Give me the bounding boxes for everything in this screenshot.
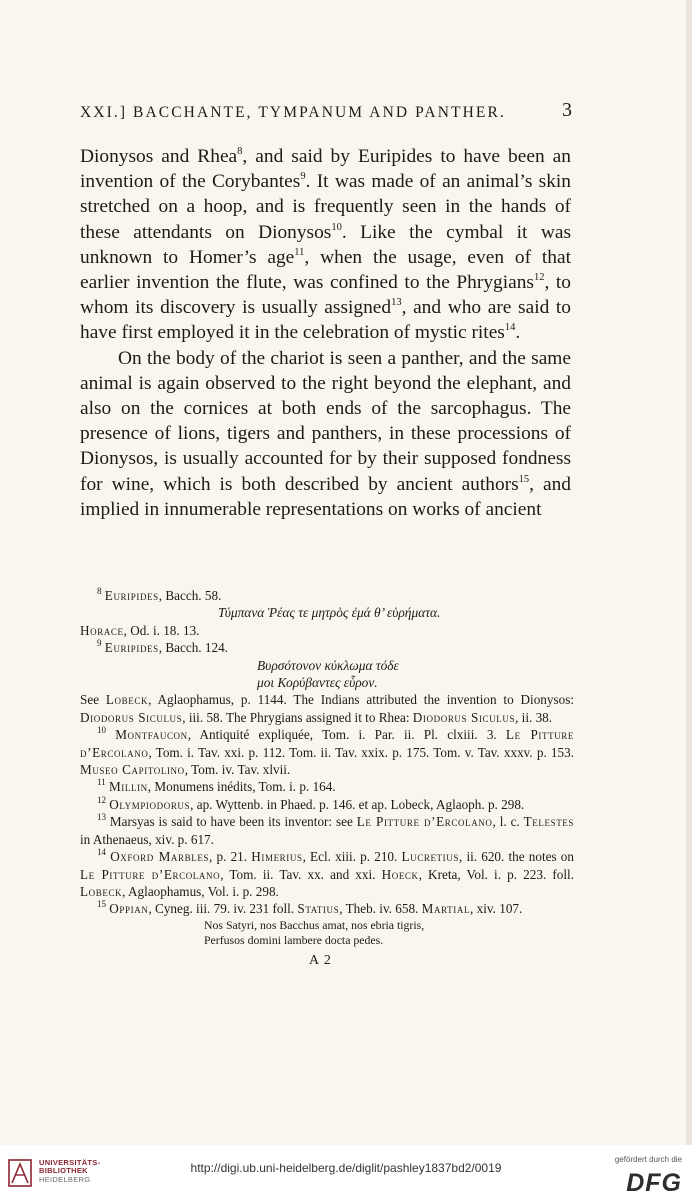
permalink-url[interactable]: http://digi.ub.uni-heidelberg.de/diglit/pashley1837bd2/0019 [190, 1161, 502, 1175]
footnote-9-continuation: See Lobeck, Aglaophamus, p. 1144. The Indians attributed the invention to Dionysos: Diodorus Siculus, iii. 58. The Phrygians assigned it to Rhea: Diodorus Siculus, ii. 38. [80, 692, 574, 725]
footnote-14: $^{14}$ Oxford Marbles, p. 21. Himerius, Ecl. xiii. p. 210. Lucretius, ii. 620. the notes on Le Pitture d’Ercolano, Tom. ii. Tav. xx. and xxi. Hoeck, Kreta, Vol. i. p. 223. foll. Lobeck, Aglaophamus, Vol. i. p. 298. [80, 847, 575, 899]
footnote-8: $^8$ Euripides, Bacch. 58. [97, 586, 222, 603]
latin-verse-line: Perfusos domini lambere docta pedes. [204, 933, 384, 948]
paragraph-2: On the body of the chariot is seen a panther, and the same animal is again observed to the right beyond the elephant, and also on the cornices at both ends of the sarcophagus. The presence of lions, tigers and panthers, in these processions of Dionysos, is usually accounted for by their supposed fondness for wine, which is both described by ancient authors$^{15}$, and implied in innumerable representations on works of ancient [80, 347, 571, 520]
footnote-8-horace: Horace, Od. i. 18. 13. [80, 622, 200, 638]
funder-note: gefördert durch die [614, 1155, 682, 1164]
footnote-ref: 15 [518, 473, 530, 485]
main-text [80, 144, 571, 522]
footnote-10: $^{10}$ Montfaucon, Antiquité expliquée, Tom. i. Par. ii. Pl. clxiii. 3. Le Pitture d’Ercolano, Tom. i. Tav. xxi. p. 112. Tom. ii. Tav. xxix. p. 175. Tom. v. Tav. xxxv. p. 153. Museo Capitolino, Tom. iv. Tav. xlvii. [80, 725, 574, 778]
footnote-ref: 14 [504, 322, 516, 334]
footnote-15: $^{15}$ Oppian, Cyneg. iii. 79. iv. 231 foll. Statius, Theb. iv. 658. Martial, xiv. 107. [97, 899, 523, 917]
footnotes [80, 587, 574, 969]
footnote-ref: 13 [391, 297, 402, 309]
latin-verse-line: Nos Satyri, nos Bacchus amat, nos ebria tigris, [204, 917, 425, 932]
page-edge [686, 0, 692, 1145]
signature-mark: A 2 [309, 952, 332, 968]
footnote-13: $^{13}$ Marsyas is said to have been its inventor: see Le Pitture d’Ercolano, l. c. Telestes in Athenaeus, xiv. p. 617. [80, 812, 574, 847]
footnote-ref: 11 [294, 246, 305, 258]
footnote-ref: 8 [237, 146, 243, 157]
greek-quote: Τύμπανα Ῥέας τε μητρὸς ἐμά θ’ εὑρήματα. [218, 605, 441, 621]
viewer-footer [0, 1145, 692, 1201]
paragraph-1: Dionysos and Rhea$^8$, and said by Euripides to have been an invention of the Corybantes$^9$. It was made of an animal’s skin stretched on a hoop, and is frequently seen in the hands of these attendants on Dionysos$^{10}$. Like the cymbal it was unknown to Homer’s age$^{11}$, when the usage, even of that earlier invention the flute, was confined to the Phrygians$^{12}$, to whom its discovery is usually assigned$^{13}$, and who are said to have first employed it in the celebration of mystic rites$^{14}$. [80, 146, 572, 344]
dfg-logo[interactable]: DFG [626, 1169, 682, 1197]
greek-quote: Βυρσότονον κύκλωμα τόδε [257, 657, 399, 673]
footnote-ref: 12 [533, 272, 545, 284]
footnote-11: $^{11}$ Millin, Monumens inédits, Tom. i. p. 164. [97, 777, 336, 795]
greek-quote: μοι Κορύβαντες εὗρον. [257, 675, 378, 691]
footnote-ref: 10 [331, 221, 342, 233]
page-header [80, 99, 575, 126]
footnote-12: $^{12}$ Olympiodorus, ap. Wyttenb. in Phaed. p. 146. et ap. Lobeck, Aglaoph. p. 298. [97, 794, 525, 812]
page-number: 3 [562, 99, 572, 121]
library-name: UNIVERSITÄTS- BIBLIOTHEK HEIDELBERG [39, 1158, 101, 1184]
running-title: XXI.] BACCHANTE, TYMPANUM AND PANTHER. [80, 104, 506, 121]
footnote-ref: 9 [300, 171, 306, 183]
footnote-9: $^9$ Euripides, Bacch. 124. [97, 638, 228, 656]
